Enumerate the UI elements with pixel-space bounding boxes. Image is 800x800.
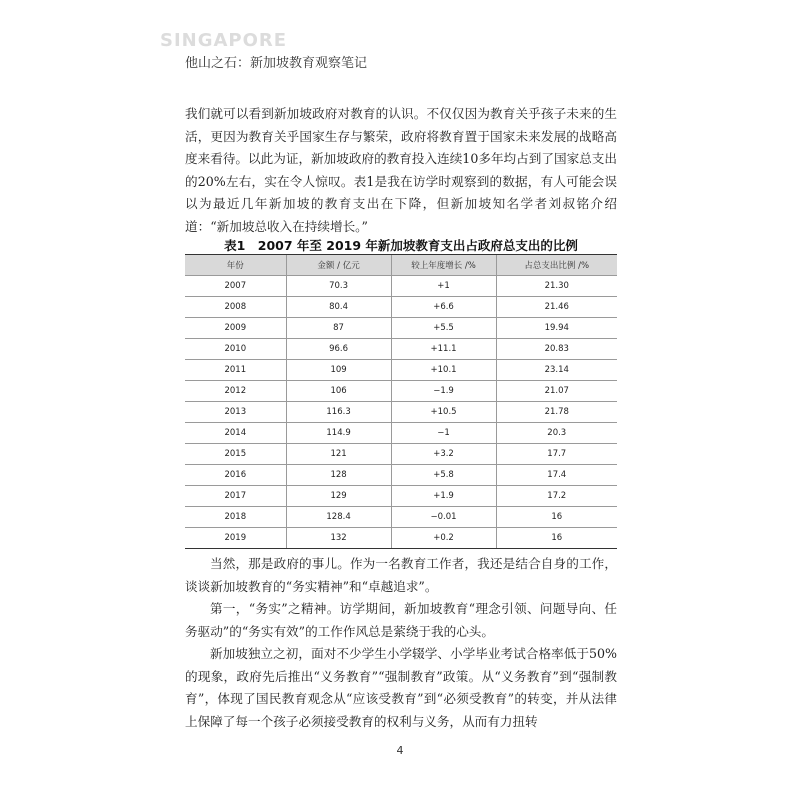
cell-growth: +1.9 — [391, 486, 496, 507]
table-row — [185, 486, 617, 507]
table-row — [185, 402, 617, 423]
cell-year: 2008 — [185, 297, 286, 318]
cell-year: 2011 — [185, 360, 286, 381]
cell-amount: 132 — [286, 528, 391, 549]
cell-amount: 87 — [286, 318, 391, 339]
table-caption: 表1 2007 年至 2019 年新加坡教育支出占政府总支出的比例 — [224, 238, 578, 253]
cell-growth: −0.01 — [391, 507, 496, 528]
table-row — [185, 507, 617, 528]
cell-share: 17.4 — [496, 465, 617, 486]
cell-year: 2016 — [185, 465, 286, 486]
cell-year: 2012 — [185, 381, 286, 402]
cell-growth: +10.1 — [391, 360, 496, 381]
cell-growth: +5.5 — [391, 318, 496, 339]
cell-growth: +6.6 — [391, 297, 496, 318]
paragraph-independence: 新加坡独立之初，面对不少学生小学辍学、小学毕业考试合格率低于50%的现象，政府先后推出“义务教育”“强制教育”政策。从“义务教育”到“强制教育”，体现了国民教育观念从“应该受教育”到“必须受教育”的转变，并从法律上保障了每一个孩子必须接受教育的权利与义务，从而有力扭转 — [185, 646, 617, 729]
cell-year: 2019 — [185, 528, 286, 549]
table-row — [185, 423, 617, 444]
table-row — [185, 444, 617, 465]
paragraph-transition: 当然，那是政府的事儿。作为一名教育工作者，我还是结合自身的工作，谈谈新加坡教育的“务实精神”和“卓越追求”。 — [185, 556, 617, 594]
cell-amount: 80.4 — [286, 297, 391, 318]
cell-year: 2010 — [185, 339, 286, 360]
paragraph-pragmatic-spirit: 第一，“务实”之精神。访学期间，新加坡教育“理念引领、问题导向、任务驱动”的“务实有效”的工作作风总是萦绕于我的心头。 — [185, 601, 617, 639]
table-row — [185, 297, 617, 318]
cell-amount: 129 — [286, 486, 391, 507]
cell-share: 23.14 — [496, 360, 617, 381]
cell-amount: 121 — [286, 444, 391, 465]
cell-year: 2015 — [185, 444, 286, 465]
column-header-growth: 较上年度增长 /% — [391, 255, 496, 276]
cell-growth: +5.8 — [391, 465, 496, 486]
cell-growth: +10.5 — [391, 402, 496, 423]
cell-growth: +1 — [391, 276, 496, 297]
cell-amount: 128.4 — [286, 507, 391, 528]
cell-growth: −1.9 — [391, 381, 496, 402]
cell-amount: 96.6 — [286, 339, 391, 360]
table-row — [185, 339, 617, 360]
cell-year: 2013 — [185, 402, 286, 423]
cell-year: 2018 — [185, 507, 286, 528]
table-header-row — [185, 255, 617, 276]
column-header-share: 占总支出比例 /% — [496, 255, 617, 276]
table-row — [185, 276, 617, 297]
cell-growth: −1 — [391, 423, 496, 444]
table-row — [185, 381, 617, 402]
cell-year: 2009 — [185, 318, 286, 339]
cell-amount: 128 — [286, 465, 391, 486]
cell-share: 20.3 — [496, 423, 617, 444]
cell-growth: +0.2 — [391, 528, 496, 549]
running-head-title: 他山之石：新加坡教育观察笔记 — [185, 56, 368, 71]
cell-amount: 116.3 — [286, 402, 391, 423]
cell-share: 17.7 — [496, 444, 617, 465]
cell-amount: 106 — [286, 381, 391, 402]
cell-amount: 114.9 — [286, 423, 391, 444]
column-header-year: 年份 — [185, 255, 286, 276]
cell-share: 21.07 — [496, 381, 617, 402]
cell-year: 2007 — [185, 276, 286, 297]
cell-growth: +3.2 — [391, 444, 496, 465]
table-row — [185, 318, 617, 339]
cell-share: 20.83 — [496, 339, 617, 360]
cell-share: 21.78 — [496, 402, 617, 423]
cell-share: 17.2 — [496, 486, 617, 507]
cell-amount: 70.3 — [286, 276, 391, 297]
column-header-amount: 金额 / 亿元 — [286, 255, 391, 276]
cell-share: 16 — [496, 507, 617, 528]
cell-share: 21.46 — [496, 297, 617, 318]
education-spending-table — [185, 254, 617, 549]
paragraph-intro: 我们就可以看到新加坡政府对教育的认识。不仅仅因为教育关乎孩子未来的生活，更因为教育关乎国家生存与繁荣，政府将教育置于国家未来发展的战略高度来看待。以此为证，新加坡政府的教育投入连续10多年均占到了国家总支出的20%左右，实在令人惊叹。表1是我在访学时观察到的数据，有人可能会误以为最近几年新加坡的教育支出在下降，但新加坡知名学者刘叔铭介绍道：“新加坡总收入在持续增长。” — [185, 106, 617, 234]
page-number: 4 — [396, 744, 404, 757]
table-row — [185, 360, 617, 381]
table-row — [185, 528, 617, 549]
cell-amount: 109 — [286, 360, 391, 381]
watermark: SINGAPORE — [160, 30, 288, 51]
table-row — [185, 465, 617, 486]
cell-year: 2017 — [185, 486, 286, 507]
cell-share: 21.30 — [496, 276, 617, 297]
cell-year: 2014 — [185, 423, 286, 444]
cell-share: 19.94 — [496, 318, 617, 339]
cell-growth: +11.1 — [391, 339, 496, 360]
cell-share: 16 — [496, 528, 617, 549]
